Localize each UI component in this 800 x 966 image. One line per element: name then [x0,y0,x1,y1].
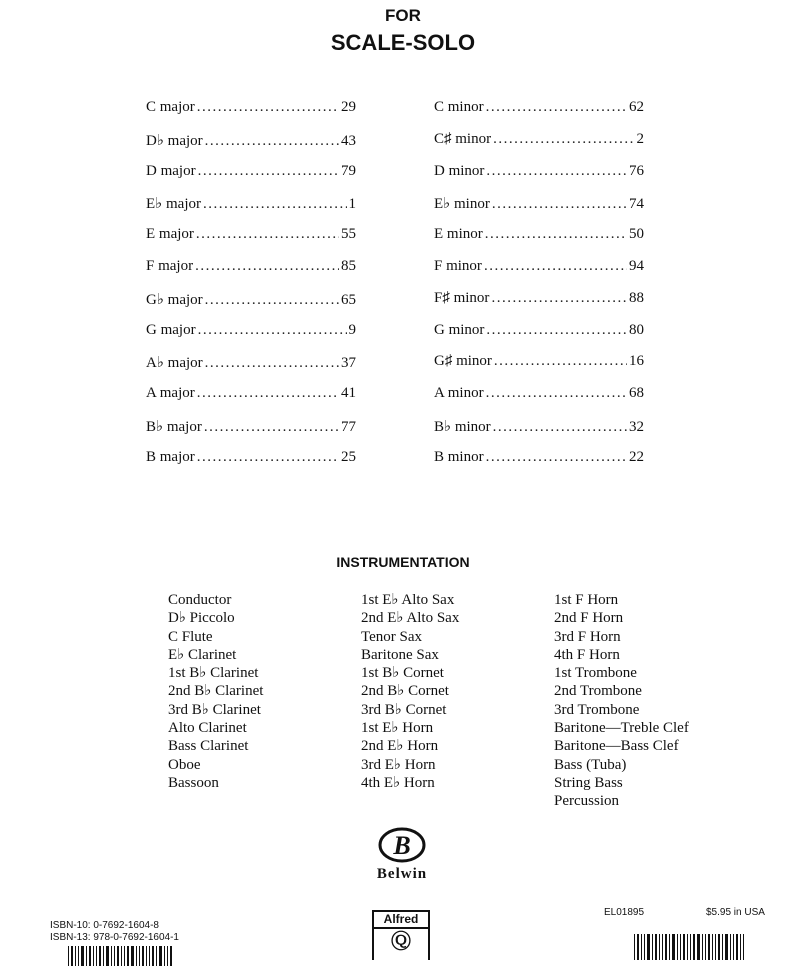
barcode-bar [715,934,716,960]
index-row [434,226,644,258]
barcode-bar [740,934,741,960]
barcode-bar [644,934,645,960]
dot-leader [195,258,339,275]
index-page-number: 88 [629,289,644,306]
index-key: G minor [434,321,485,338]
dot-leader [198,322,347,339]
barcode-bar [702,934,703,960]
index-key: F major [146,257,194,274]
barcode-bar [736,934,738,960]
index-page-number: 55 [341,226,356,243]
index-row [434,417,644,449]
dot-leader [205,292,339,309]
instrument-item: E♭ Clarinet [168,646,237,663]
instrument-item: Bass (Tuba) [554,756,627,773]
page-title: SCALE-SOLO [330,30,476,55]
index-page-number: 29 [341,99,356,115]
index-row [146,449,356,481]
dot-leader [486,99,627,116]
instrument-item: 1st B♭ Cornet [361,665,444,682]
dot-leader [197,99,339,116]
index-row [146,163,356,195]
instrumentation-column-2 [361,591,459,792]
barcode-bar [725,934,728,960]
index-page-number: 68 [629,385,644,402]
instrument-item: 2nd E♭ Horn [361,738,439,755]
belwin-logo-text: Belwin [376,866,428,882]
index-page-number: 79 [341,162,356,179]
index-key: C minor [434,99,484,115]
dot-leader [486,163,627,180]
index-key: B♭ major [146,418,202,435]
barcode-bar [81,946,84,966]
instrument-item: 2nd F Horn [554,610,624,627]
dot-leader [205,355,339,372]
index-row [146,385,356,417]
index-page-number: 77 [341,418,356,435]
index-page-number: 80 [629,321,644,338]
barcode-right [634,934,746,960]
barcode-bar [86,946,87,966]
minor-keys-index [434,99,644,481]
index-row [434,385,644,417]
barcode-bar [117,946,119,966]
barcode-bar [152,946,154,966]
index-row [146,258,356,290]
barcode-bar [743,934,744,960]
barcode-bar [164,946,165,966]
index-page-number: 50 [629,226,644,243]
index-row [146,290,356,322]
dot-leader [492,196,627,213]
instrumentation-title: INSTRUMENTATION [336,554,470,570]
barcode-bar [665,934,667,960]
barcode-bar [669,934,670,960]
index-key: G♯ minor [434,353,492,370]
isbn-block [50,920,179,944]
instrument-item: Conductor [168,592,232,608]
index-page-number: 43 [341,132,356,149]
index-row [434,449,644,481]
index-key: A♭ major [146,355,203,372]
barcode-bar [124,946,125,966]
index-key: B minor [434,448,484,465]
major-keys-index [146,99,356,481]
index-page-number: 74 [629,196,644,213]
index-page-number: 16 [629,353,644,370]
index-page-number: 65 [341,291,356,308]
instrument-item: 3rd B♭ Cornet [361,701,447,718]
barcode-bar [136,946,137,966]
barcode-bar [139,946,140,966]
index-key: F minor [434,257,482,274]
barcode-bar [156,946,157,966]
barcode-bar [159,946,162,966]
belwin-emblem-icon [377,826,427,864]
index-page-number: 41 [341,385,356,402]
index-key: E♭ minor [434,196,490,213]
barcode-bar [146,946,147,966]
dot-leader [197,385,339,402]
dot-leader [486,449,627,466]
dot-leader [491,290,627,307]
barcode-bar [167,946,168,966]
barcode-bar [652,934,653,960]
instrument-item: Tenor Sax [361,628,423,645]
index-row [434,322,644,354]
barcode-bar [99,946,101,966]
barcode-bar [730,934,731,960]
alfred-emblem-icon: Ⓠ [391,931,411,953]
barcode-bar [659,934,660,960]
instrument-item: 4th E♭ Horn [361,774,435,791]
index-row [434,131,644,163]
instrument-item: D♭ Piccolo [168,610,235,627]
belwin-logo [360,826,444,883]
dot-leader [205,133,339,150]
index-page-number: 85 [341,257,356,274]
instrument-item: Baritone—Bass Clef [554,738,679,755]
dot-leader [203,196,347,213]
barcode-bar [142,946,144,966]
price: $5.95 in USA [706,907,765,918]
index-key: F♯ minor [434,289,490,306]
index-row [434,99,644,131]
index-page-number: 62 [629,99,644,115]
index-row [146,99,356,131]
instrument-item: 2nd B♭ Clarinet [168,683,264,700]
index-page-number: 25 [341,448,356,465]
instrument-item: 3rd B♭ Clarinet [168,701,261,718]
index-row [434,353,644,385]
instrument-item: 2nd Trombone [554,683,642,700]
index-page-number: 37 [341,355,356,372]
instrument-item: 1st Trombone [554,665,637,682]
dot-leader [485,226,627,243]
barcode-bar [680,934,681,960]
dot-leader [204,419,339,436]
barcode-bar [111,946,112,966]
barcode-bar [697,934,700,960]
barcode-bar [89,946,91,966]
svg-text:B: B [393,831,411,860]
dot-leader [493,131,634,148]
barcode-bar [121,946,122,966]
index-row [146,417,356,449]
instrument-item: Oboe [168,756,201,773]
isbn-13: ISBN-13: 978-0-7692-1604-1 [50,932,179,943]
barcode-bar [127,946,129,966]
index-page-number: 1 [348,196,356,213]
barcode-bar [733,934,734,960]
instrument-item: 3rd Trombone [554,701,640,718]
dot-leader [494,353,627,370]
alfred-logo-text: Alfred [374,912,428,929]
index-row [434,258,644,290]
dot-leader [484,258,627,275]
barcode-bar [705,934,706,960]
barcode-bar [672,934,675,960]
index-key: A major [146,385,195,402]
index-page-number: 22 [629,448,644,465]
index-key: C♯ minor [434,130,492,147]
barcode-bar [75,946,76,966]
dot-leader [486,385,627,402]
barcode-bar [722,934,723,960]
index-row [434,194,644,226]
instrument-item: 1st B♭ Clarinet [168,665,259,682]
barcode-bar [93,946,94,966]
barcode-bar [634,934,635,960]
index-key: D major [146,162,196,179]
barcode-bar [647,934,650,960]
dot-leader [486,322,627,339]
index-row [146,226,356,258]
index-page-number: 94 [629,257,644,274]
instrument-item: 3rd F Horn [554,628,621,645]
barcode-left [68,946,176,966]
barcode-bar [114,946,115,966]
dot-leader [198,163,339,180]
isbn-10: ISBN-10: 0-7692-1604-8 [50,920,159,931]
barcode-bar [170,946,172,966]
barcode-bar [718,934,720,960]
barcode-bar [677,934,678,960]
barcode-bar [149,946,150,966]
header-for: FOR [385,6,421,25]
dot-leader [196,226,339,243]
barcode-bar [687,934,688,960]
instrument-item: Baritone—Treble Clef [554,720,689,737]
instrumentation-column-1 [168,591,263,792]
index-key: A minor [434,385,484,402]
instrumentation-column-3 [554,591,689,811]
alfred-logo [372,910,430,960]
barcode-bar [78,946,79,966]
barcode-bar [690,934,691,960]
index-page-number: 32 [629,418,644,435]
barcode-bar [655,934,657,960]
barcode-bar [683,934,685,960]
dot-leader [493,419,627,436]
index-key: E major [146,226,194,243]
instrument-item: String Bass [554,774,623,791]
index-key: D♭ major [146,132,203,149]
instrument-item: Alto Clarinet [168,720,247,737]
barcode-bar [131,946,134,966]
instrument-item: Percussion [554,793,619,810]
index-key: G major [146,321,196,338]
barcode-bar [96,946,97,966]
dot-leader [197,449,339,466]
index-row [146,194,356,226]
instrument-item: Bass Clarinet [168,738,249,755]
barcode-bar [637,934,639,960]
barcode-bar [68,946,69,966]
index-row [146,322,356,354]
index-key: E minor [434,226,483,243]
index-key: D minor [434,162,485,179]
index-row [434,290,644,322]
instrument-item: 1st F Horn [554,592,619,608]
barcode-bar [708,934,710,960]
barcode-bar [103,946,104,966]
index-page-number: 2 [636,130,644,147]
barcode-bar [693,934,695,960]
index-key: B♭ minor [434,418,491,435]
barcode-bar [662,934,663,960]
index-row [146,131,356,163]
instrument-item: 1st E♭ Alto Sax [361,592,455,608]
index-page-number: 76 [629,162,644,179]
index-row [146,353,356,385]
instrument-item: 4th F Horn [554,646,620,663]
barcode-bar [106,946,109,966]
index-key: C major [146,99,195,115]
index-page-number: 9 [348,321,356,338]
instrument-item: C Flute [168,628,213,645]
instrument-item: 2nd B♭ Cornet [361,683,449,700]
instrument-item: Bassoon [168,774,219,791]
index-key: E♭ major [146,196,201,213]
index-row [434,163,644,195]
barcode-bar [712,934,713,960]
instrument-item: 1st E♭ Horn [361,720,434,737]
index-key: G♭ major [146,291,203,308]
index-key: B major [146,448,195,465]
barcode-bar [641,934,642,960]
instrument-item: 3rd E♭ Horn [361,756,436,773]
instrument-item: 2nd E♭ Alto Sax [361,610,460,627]
catalog-number: EL01895 [604,907,645,918]
barcode-bar [71,946,73,966]
instrument-item: Baritone Sax [361,646,439,663]
